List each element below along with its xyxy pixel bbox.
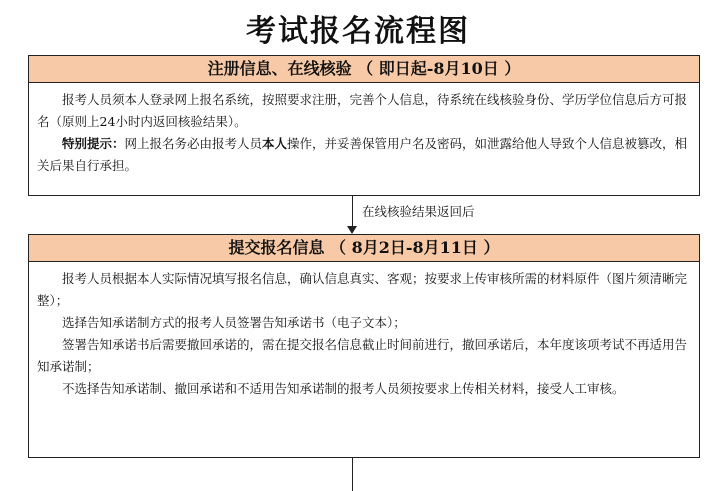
step-register-verify-header: 注册信息、在线核验 （ 即日起-8月10日 ）: [29, 56, 699, 83]
page-title: 考试报名流程图: [246, 14, 470, 49]
step-submit-info-body: [29, 262, 699, 408]
special-notice-text-2: 操作，并妥善保管用户名及密码，如泄露给他人导致个人信息被篡改，相关后果自行承担。: [37, 136, 688, 173]
step-register-verify-body: [29, 83, 699, 185]
register-instructions: 报考人员须本人登录网上报名系统，按照要求注册，完善个人信息，待系统在线核验身份、学历学位信息后方可报名（原则上24小时内返回核验结果）。: [37, 92, 688, 129]
flow-arrowhead-1: [347, 226, 357, 234]
flow-connector-1: [352, 196, 353, 226]
step-submit-info-header: 提交报名信息 （ 8月2日-8月11日 ）: [29, 235, 699, 262]
submit-instruction-1: 报考人员根据本人实际情况填写报名信息，确认信息真实、客观；按要求上传审核所需的材料原件（图片须清晰完整）；: [37, 271, 688, 308]
submit-instruction-3: 签署告知承诺书后需要撤回承诺的，需在提交报名信息截止时间前进行，撤回承诺后，本年度该项考试不再适用告知承诺制；: [37, 337, 688, 374]
special-notice-emphasis: 本人: [262, 136, 288, 151]
submit-instruction-2: 选择告知承诺制方式的报考人员签署告知承诺书（电子文本）；: [62, 315, 406, 330]
submit-instruction-4: 不选择告知承诺制、撤回承诺和不适用告知承诺制的报考人员须按要求上传相关材料，接受人工审核。: [62, 381, 625, 396]
special-notice: [37, 133, 691, 177]
flow-connector-label: 在线核验结果返回后: [362, 204, 475, 219]
special-notice-label: 特别提示：: [62, 136, 125, 151]
flow-connector-2: [352, 458, 353, 491]
special-notice-text-1: 网上报名务必由报考人员: [124, 136, 263, 151]
step-submit-info-box: [28, 234, 700, 458]
step-register-verify-box: [28, 55, 700, 196]
